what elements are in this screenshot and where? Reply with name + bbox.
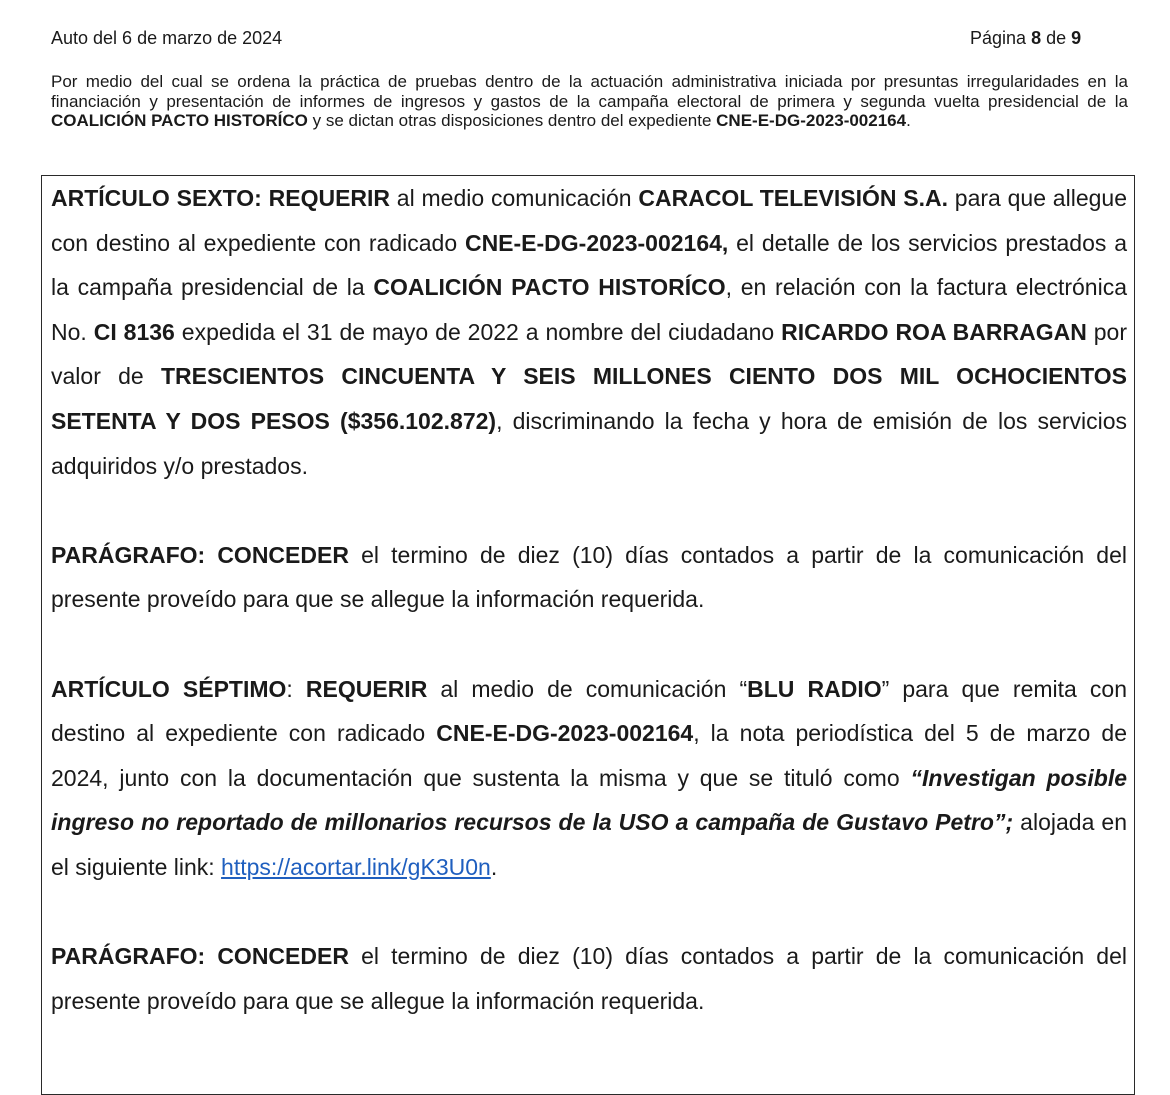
- page-current: 8: [1031, 28, 1042, 48]
- document-subject: Por medio del cual se ordena la práctica de pruebas dentro de la actuación administrativa iniciada por presuntas irregularidades en la financiación y presentación de informes de ingresos y gastos de la campaña electoral de primera y segunda vuelta presidencial de la COALICIÓN PACTO HISTORÍCO y se dictan otras disposiciones dentro del expediente CNE-E-DG-2023-002164.: [51, 72, 1128, 130]
- coalition-name: COALICIÓN PACTO HISTORÍCO: [51, 111, 308, 130]
- page-number: [970, 27, 1081, 49]
- articles-content: [51, 176, 1127, 1023]
- document-date-header: Auto del 6 de marzo de 2024: [51, 28, 283, 48]
- page-prefix: Página: [970, 28, 1027, 48]
- paragraph-sixth: PARÁGRAFO: CONCEDER el termino de diez (10) días contados a partir de la comunicación del presente proveído para que se allegue la información requerida.: [51, 541, 1127, 613]
- article-sixth: ARTÍCULO SEXTO: REQUERIR al medio comunicación CARACOL TELEVISIÓN S.A. para que allegue con destino al expediente con radicado CNE-E-DG-2023-002164, el detalle de los servicios prestados a la campaña presidencial de la COALICIÓN PACTO HISTORÍCO, en relación con la factura electrónica No. CI 8136 expedida el 31 de mayo de 2022 a nombre del ciudadano RICARDO ROA BARRAGAN por valor de TRESCIENTOS CINCUENTA Y SEIS MILLONES CIENTO DOS MIL OCHOCIENTOS SETENTA Y DOS PESOS ($356.102.872), discriminando la fecha y hora de emisión de los servicios adquiridos y/o prestados.: [51, 185, 1127, 479]
- article-seventh: ARTÍCULO SÉPTIMO: REQUERIR al medio de comunicación “BLU RADIO” para que remita con destino al expediente con radicado CNE-E-DG-2023-002164, la nota periodística del 5 de marzo de 2024, junto con la documentación que sustenta la misma y que se tituló como “Investigan posible ingreso no reportado de millonarios recursos de la USO a campaña de Gustavo Petro”; alojada en el siguiente link: https://acortar.link/gK3U0n.: [51, 675, 1127, 880]
- news-title: “Investigan posible ingreso no reportado de millonarios recursos de la USO a campaña de Gustavo Petro”;: [51, 764, 1127, 836]
- news-link[interactable]: https://acortar.link/gK3U0n: [221, 853, 491, 880]
- case-number: CNE-E-DG-2023-002164: [716, 111, 907, 130]
- page-of: de: [1046, 28, 1067, 48]
- paragraph-seventh: PARÁGRAFO: CONCEDER el termino de diez (10) días contados a partir de la comunicación del presente proveído para que se allegue la información requerida.: [51, 943, 1127, 1014]
- page-total: 9: [1071, 28, 1082, 48]
